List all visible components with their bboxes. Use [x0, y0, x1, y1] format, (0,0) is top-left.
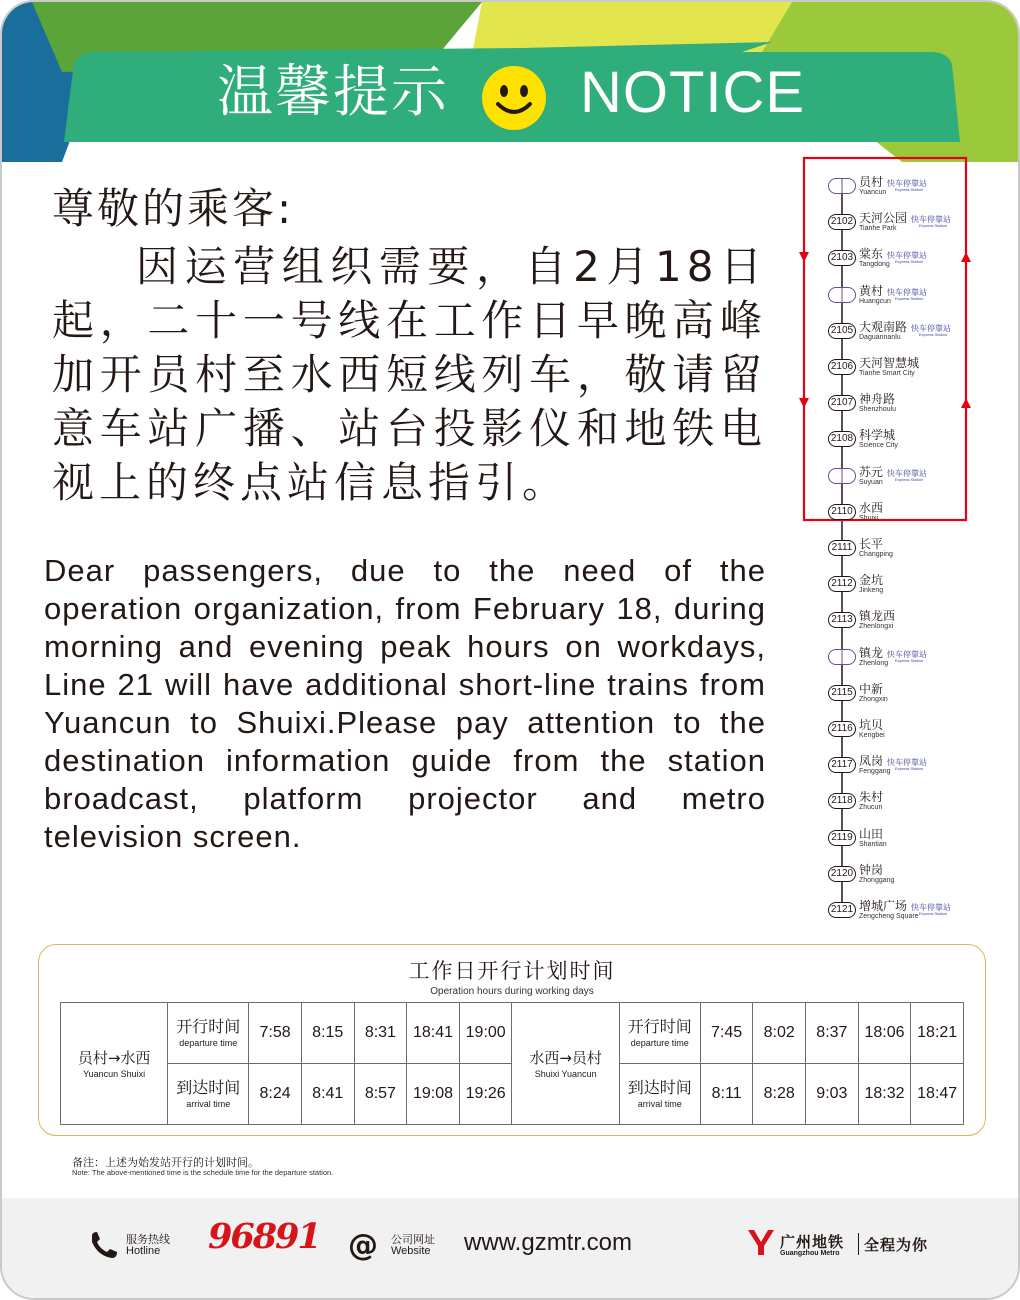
station-item — [828, 755, 1008, 785]
schedule-table — [60, 1002, 964, 1125]
arrival-label-en: arrival time — [637, 1099, 682, 1109]
direction-name-cn: 员村→水西 — [77, 1048, 151, 1067]
station-code: 2117 — [828, 757, 856, 773]
station-code: 2102 — [828, 214, 856, 230]
station-name-cn: 增城广场 — [859, 899, 908, 913]
station-code: 2120 — [828, 866, 856, 882]
time-cell: 18:06 — [858, 1003, 911, 1064]
station-name-en: Science City — [859, 442, 898, 450]
station-name-cn: 天河智慧城 — [859, 356, 920, 370]
station-name-en: Zhenlongxi — [859, 623, 894, 631]
station-item — [828, 176, 1008, 206]
hotline-number[interactable]: 96891 — [208, 1216, 320, 1257]
station-name-cn: 水西 — [859, 500, 884, 515]
station-name-en: Jinkeng — [859, 587, 884, 595]
hotline-label-en: Hotline — [126, 1245, 161, 1257]
express-stop-label-en: Express Station — [919, 331, 948, 337]
time-cell: 18:47 — [911, 1064, 964, 1125]
station-item — [828, 429, 1008, 459]
station-name-cn: 钟岗 — [859, 862, 884, 877]
website-label-en: Website — [391, 1245, 431, 1257]
station-item — [828, 285, 1008, 315]
station-item — [828, 212, 1008, 242]
station-item — [828, 900, 1008, 930]
remark-en: Note: The above-mentioned time is the schedule time for the departure station. — [72, 1168, 334, 1177]
direction-name-en: Shuixi Yuancun — [534, 1068, 597, 1079]
express-stop-label: 快车停靠站 — [887, 758, 927, 768]
direction-name-cn: 水西→员村 — [529, 1048, 602, 1067]
departure-label-cn: 开行时间 — [627, 1017, 692, 1036]
hotline-label-cn: 服务热线 — [126, 1233, 170, 1246]
logo-text-en: Guangzhou Metro — [780, 1250, 840, 1257]
remark-cn: 备注：上述为始发站开行的计划时间。 — [72, 1156, 259, 1169]
interchange-badge-icon — [828, 468, 856, 484]
station-name-cn: 金坑 — [859, 573, 884, 588]
station-code: 2112 — [828, 576, 856, 592]
station-code: 2103 — [828, 250, 856, 266]
time-cell: 7:58 — [249, 1003, 302, 1064]
station-item — [828, 502, 1008, 532]
station-name-en: Daguannanlu — [859, 333, 901, 341]
direction-cell — [512, 1003, 619, 1125]
website-label-cn: 公司网址 — [391, 1233, 435, 1246]
station-code: 2105 — [828, 323, 856, 339]
station-name-en: Zhenlong — [859, 659, 889, 667]
station-name-en: Shantian — [859, 840, 887, 848]
direction-name-en: Yuancun Shuixi — [83, 1068, 146, 1079]
station-item — [828, 357, 1008, 387]
station-name-cn: 山田 — [859, 826, 884, 841]
station-name-cn: 黄村 — [859, 283, 884, 298]
express-stop-label-en: Express Station — [895, 259, 924, 265]
express-stop-label-en: Express Station — [919, 223, 948, 229]
station-item — [828, 719, 1008, 749]
station-name-en: Zhucun — [859, 804, 883, 812]
station-name-cn: 朱村 — [859, 790, 884, 805]
station-code: 2115 — [828, 685, 856, 701]
express-stop-label-en: Express Station — [895, 657, 924, 663]
time-cell: 8:41 — [301, 1064, 354, 1125]
time-cell: 19:00 — [459, 1003, 512, 1064]
station-item — [828, 647, 1008, 677]
station-code: 2106 — [828, 359, 856, 375]
express-stop-label: 快车停靠站 — [887, 468, 927, 478]
station-name-en: Huangcun — [859, 297, 891, 305]
express-stop-label: 快车停靠站 — [887, 251, 927, 261]
slogan: 全程为你 — [864, 1236, 929, 1254]
express-stop-label-en: Express Station — [895, 476, 924, 482]
interchange-badge-icon — [828, 178, 856, 194]
time-cell: 18:21 — [911, 1003, 964, 1064]
direction-cell — [61, 1003, 168, 1125]
time-cell: 8:28 — [753, 1064, 806, 1125]
station-code: 2118 — [828, 793, 856, 809]
time-cell: 19:08 — [407, 1064, 460, 1125]
departure-label-en: departure time — [179, 1038, 238, 1048]
metro-logo-icon — [746, 1228, 776, 1256]
time-cell: 7:45 — [700, 1003, 753, 1064]
time-cell: 8:02 — [753, 1003, 806, 1064]
station-name-en: Shuixi — [859, 514, 879, 522]
express-stop-label-en: Express Station — [895, 766, 924, 772]
station-code: 2119 — [828, 830, 856, 846]
time-cell: 18:32 — [858, 1064, 911, 1125]
station-item — [828, 610, 1008, 640]
station-item — [828, 538, 1008, 568]
station-name-cn: 棠东 — [859, 247, 884, 262]
time-cell: 8:31 — [354, 1003, 407, 1064]
schedule-title: 工作日开行计划时间 — [408, 959, 616, 983]
station-item — [828, 828, 1008, 858]
station-name-en: Changping — [859, 551, 893, 558]
station-name-cn: 神舟路 — [859, 392, 896, 407]
station-name-cn: 科学城 — [859, 428, 896, 443]
station-item — [828, 683, 1008, 713]
phone-icon — [88, 1230, 120, 1260]
station-name-en: Zhonggang — [859, 876, 895, 884]
time-cell: 9:03 — [806, 1064, 859, 1125]
schedule-subtitle: Operation hours during working days — [430, 986, 594, 997]
arrival-label-cn: 到达时间 — [627, 1078, 692, 1097]
interchange-badge-icon — [828, 287, 856, 303]
station-code: 2113 — [828, 612, 856, 628]
time-cell: 18:41 — [407, 1003, 460, 1064]
time-cell: 8:11 — [700, 1064, 753, 1125]
arrival-label-en: arrival time — [186, 1099, 231, 1109]
station-code: 2121 — [828, 902, 856, 918]
express-stop-label: 快车停靠站 — [911, 323, 951, 333]
time-cell: 8:57 — [354, 1064, 407, 1125]
station-code: 2110 — [828, 504, 856, 520]
station-item — [828, 393, 1008, 423]
express-stop-label: 快车停靠站 — [911, 215, 951, 225]
station-name-cn: 中新 — [859, 681, 884, 696]
row-label-cell — [619, 1064, 700, 1125]
station-name-cn: 镇龙西 — [859, 609, 896, 624]
station-item — [828, 321, 1008, 351]
station-name-en: Kengbei — [859, 732, 885, 739]
notice-body-en: Dear passengers, due to the need of the operation organization, from February 18, during morning and evening peak hours on workdays, Line 21 will have additional short-line trains from Yuancun to Shuixi.Please pay attention to the destination information guide from the station broadcast, platform projector and metro television screen. — [44, 553, 766, 854]
row-label-cell — [168, 1064, 249, 1125]
arrival-label-cn: 到达时间 — [176, 1078, 241, 1097]
station-name-cn: 坑贝 — [859, 718, 884, 732]
station-name-en: Shenzhoulu — [859, 406, 896, 414]
station-name-en: Zhongxin — [859, 695, 888, 703]
station-code: 2107 — [828, 395, 856, 411]
station-code: 2116 — [828, 721, 856, 737]
at-icon: @ — [348, 1228, 378, 1263]
title-cn: 温馨提示 — [217, 60, 449, 125]
station-list — [798, 152, 988, 922]
time-cell: 8:37 — [806, 1003, 859, 1064]
station-code: 2111 — [828, 540, 856, 556]
station-name-en: Tangdong — [859, 261, 890, 269]
station-item — [828, 466, 1008, 496]
station-code: 2108 — [828, 431, 856, 447]
logo-divider — [858, 1233, 859, 1255]
station-item — [828, 791, 1008, 821]
row-label-cell — [168, 1003, 249, 1064]
logo-text-cn: 广州地铁 — [780, 1233, 845, 1251]
station-name-cn: 镇龙 — [859, 645, 884, 660]
station-name-cn: 长平 — [859, 537, 884, 551]
station-name-en: Suyuan — [859, 478, 883, 486]
row-label-cell — [619, 1003, 700, 1064]
express-stop-label-en: Express Station — [919, 911, 948, 916]
station-item — [828, 864, 1008, 894]
station-name-cn: 苏元 — [859, 464, 884, 479]
interchange-badge-icon — [828, 649, 856, 665]
express-stop-label: 快车停靠站 — [887, 649, 927, 659]
station-item — [828, 248, 1008, 278]
title-en: NOTICE — [580, 60, 806, 125]
notice-body-cn: 因运营组织需要，自2月18日起，二十一号线在工作日早晚高峰加开员村至水西短线列车，敬请留意车站广播、站台投影仪和地铁电视上的终点站信息指引。 — [52, 242, 767, 507]
station-name-en: Tianhe Park — [859, 225, 897, 233]
smiley-icon — [480, 64, 548, 132]
time-cell: 8:24 — [249, 1064, 302, 1125]
website-url[interactable]: www.gzmtr.com — [464, 1229, 633, 1256]
station-name-en: Tianhe Smart City — [859, 370, 915, 377]
station-name-cn: 天河公园 — [859, 211, 908, 226]
time-cell: 19:26 — [459, 1064, 512, 1125]
station-name-cn: 大观南路 — [859, 319, 908, 334]
express-stop-label: 快车停靠站 — [887, 179, 927, 188]
station-item — [828, 574, 1008, 604]
table-row — [61, 1003, 964, 1064]
express-stop-label: 快车停靠站 — [911, 903, 951, 912]
station-name-en: Zengcheng Square — [859, 913, 919, 920]
station-name-en: Yuancun — [859, 189, 887, 196]
station-name-cn: 凤岗 — [859, 754, 884, 769]
salutation-cn: 尊敬的乘客: — [52, 184, 295, 233]
departure-label-en: departure time — [630, 1038, 689, 1048]
station-name-en: Fenggang — [859, 768, 891, 776]
express-stop-label-en: Express Station — [895, 295, 924, 301]
express-stop-label-en: Express Station — [895, 187, 924, 192]
express-stop-label: 快车停靠站 — [887, 287, 927, 297]
departure-label-cn: 开行时间 — [176, 1017, 241, 1036]
time-cell: 8:15 — [301, 1003, 354, 1064]
station-name-cn: 员村 — [859, 175, 884, 189]
